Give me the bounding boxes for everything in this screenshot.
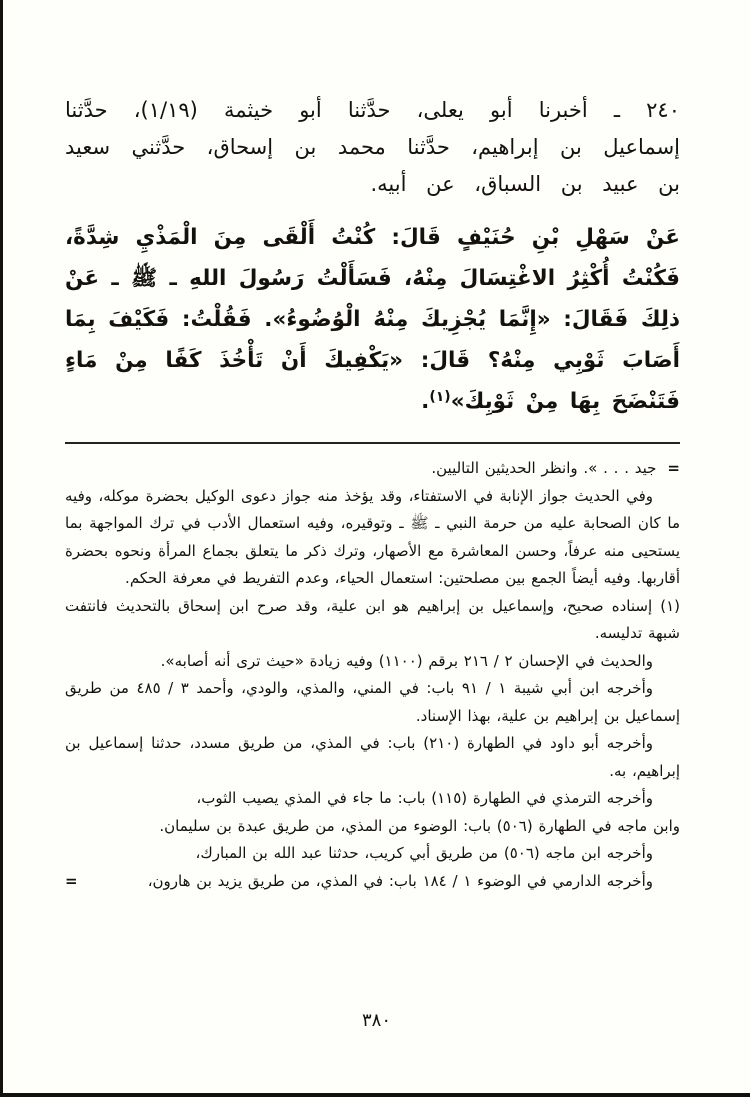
- main-text-block: [65, 92, 680, 422]
- footnote-paragraph-tirmidhi: [65, 785, 680, 813]
- footnote-paragraph-ibn-majah-1: [65, 813, 680, 841]
- footnote-paragraph-continuation: [65, 455, 680, 483]
- footnote-text: وابن ماجه في الطهارة (٥٠٦) باب: الوضوء من المذي، من طريق عبدة بن سليمان.: [159, 816, 680, 835]
- footnote-paragraph-abu-dawud: [65, 730, 680, 785]
- footnote-reference-1: (١): [429, 389, 451, 405]
- footnote-text: (١) إسناده صحيح، وإسماعيل بن إبراهيم هو ابن علية، وقد صرح ابن إسحاق بالتحديث فانتفت شبهة تدليسه.: [65, 596, 680, 642]
- footnote-text: والحديث في الإحسان ٢ / ٢١٦ برقم (١١٠٠) وفيه زيادة «حيث ترى أنه أصابه».: [160, 651, 653, 670]
- footnote-text: وأخرجه ابن أبي شيبة ١ / ٩١ باب: في المني، والمذي، والودي، وأحمد ٣ / ٤٨٥ من طريق إسماعيل بن إبراهيم بن علية، بهذا الإسناد.: [65, 679, 680, 725]
- isnad-text: ٢٤٠ ـ أخبرنا أبو يعلى، حدَّثنا أبو خيثمة (١/١٩)، حدَّثنا إسماعيل بن إبراهيم، حدَّثنا محمد بن إسحاق، حدَّثني سعيد بن عبيد بن السباق، عن أبيه.: [65, 98, 680, 196]
- hadith-text: عَنْ سَهْلِ بْنِ حُنَيْفٍ قَالَ: كُنْتُ أَلْقَى مِنَ الْمَذْيِ شِدَّةً، فَكُنْتُ أُكْثِرُ الاغْتِسَالَ مِنْهُ، فَسَأَلْتُ رَسُولَ اللهِ ـ ﷺ ـ عَنْ ذلِكَ فَقَالَ: «إِنَّمَا يُجْزِيكَ مِنْهُ الْوُضُوءُ». فَقُلْتُ: فَكَيْفَ بِمَا أَصَابَ ثَوْبِي مِنْهُ؟ قَالَ: «يَكْفِيكَ أَنْ تَأْخُذَ كَفًا مِنْ مَاءٍ فَتَنْضَحَ بِهَا مِنْ ثَوْبِكَ»: [65, 225, 680, 414]
- footnote-text: وأخرجه الترمذي في الطهارة (١١٥) باب: ما جاء في المذي يصيب الثوب،: [196, 789, 653, 807]
- isnad-paragraph: [65, 92, 680, 203]
- page-number: ٣٨٠: [361, 1010, 391, 1031]
- footnote-text: وأخرجه ابن ماجه (٥٠٦) من طريق أبي كريب، حدثنا عبد الله بن المبارك،: [195, 844, 653, 862]
- footnote-text: وأخرجه أبو داود في الطهارة (٢١٠) باب: في المذي، من طريق مسدد، حدثنا إسماعيل بن إبراهيم، به.: [65, 734, 680, 780]
- hadith-terminal-period: .: [421, 389, 430, 414]
- footnote-paragraph-ibn-majah-2: [65, 840, 680, 868]
- continuation-marker-start: =: [667, 459, 680, 477]
- footnote-text: وفي الحديث جواز الإنابة في الاستفتاء، وقد يؤخذ منه جواز دعوى الوكيل بحضرة موكله، وفيه ما كان الصحابة عليه من حرمة النبي ـ ﷺ ـ وتوقيره، وفيه استعمال الأدب في ترك المواجهة بما يستحيى منه عرفاً، وحسن المعاشرة مع الأصهار، وترك ذكر ما يتعلق بجماع المرأة ونحوه بحضرة أقاربها. وفيه أيضاً الجمع بين مصلحتين: استعمال الحياء، وعدم التفريط في معرفة الحكم.: [65, 486, 680, 587]
- footnote-text: وأخرجه الدارمي في الوضوء ١ / ١٨٤ باب: في المذي، من طريق يزيد بن هارون،: [147, 871, 653, 890]
- footnote-paragraph-darimi: [65, 868, 680, 896]
- footnote-paragraph-isnad-grading: [65, 593, 680, 648]
- footnote-paragraph-ihsan-reference: [65, 648, 680, 676]
- hadith-paragraph: [65, 217, 680, 422]
- footnote-text: جيد . . . ». وانظر الحديثين التاليين.: [431, 459, 657, 477]
- footnote-paragraph-commentary: [65, 483, 680, 593]
- footnote-separator-rule: [65, 442, 680, 444]
- footnote-paragraph-ibn-abi-shayba: [65, 675, 680, 730]
- continuation-marker-end: =: [65, 871, 78, 890]
- footnotes-block: [65, 455, 680, 895]
